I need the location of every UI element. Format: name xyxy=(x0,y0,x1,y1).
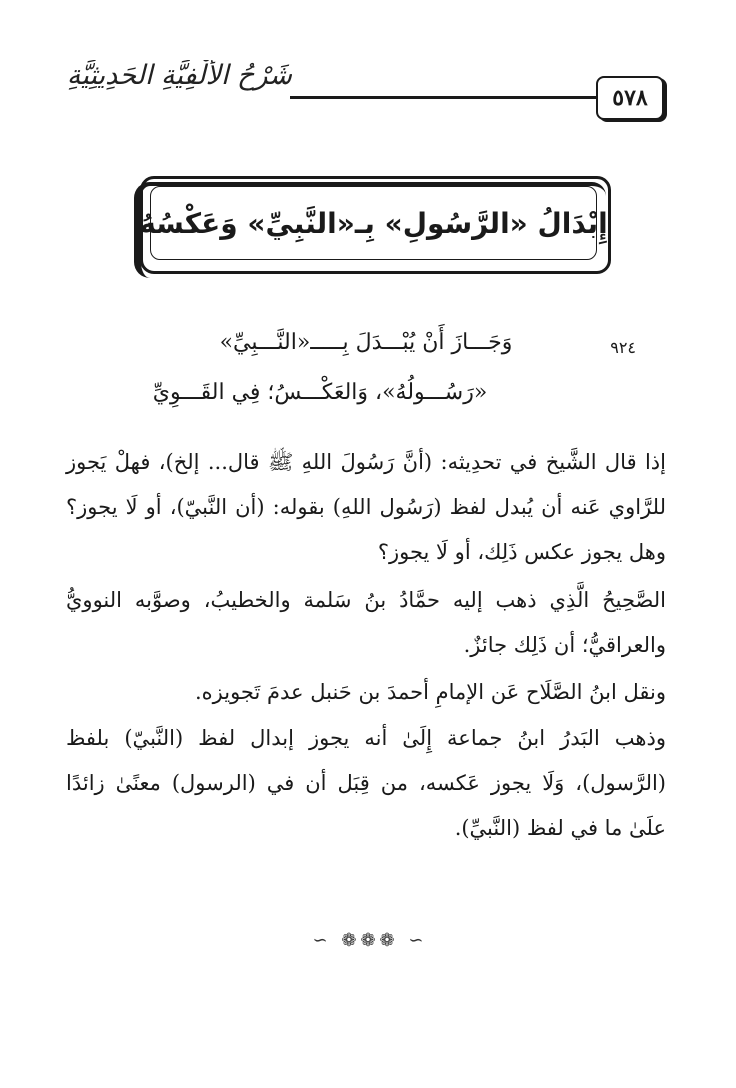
ornament-right-swash: ∽ xyxy=(408,930,428,951)
paragraph-2: الصَّحِيحُ الَّذِي ذهب إليه حمَّادُ بنُ سَلمة والخطيبُ، وصوَّبه النوويُّ والعراقيُّ؛ أن ذَلِك جائزٌ. xyxy=(66,588,666,657)
paragraph-3: ونقل ابنُ الصَّلَاح عَن الإمامِ أحمدَ بن حَنبل عدمَ تَجويزه. xyxy=(194,680,666,704)
page-number: ٥٧٨ xyxy=(596,76,664,120)
chapter-title: إِبْدَالُ «الرَّسُولِ» بِـ«النَّبِيِّ» وَعَكْسُهُ xyxy=(139,206,608,240)
ornament-left-swash: ∽ xyxy=(312,930,332,951)
paragraph-4: وذهب البَدرُ ابنُ جماعة إِلَىٰ أنه يجوز إبدال لفظ (النَّبيّ) بلفظ (الرَّسول)، وَلَا يجوز عَكسه، من قِبَل أن في (الرسول) معنًىٰ زائدًا علَىٰ ما في لفظ (النَّبيِّ). xyxy=(66,726,666,840)
ornament-flowers: ❁❁❁ xyxy=(341,930,399,951)
header-rule xyxy=(290,96,596,99)
book-title: شَرْحُ الأَلْفِيَّةِ الحَدِيثِيَّةِ xyxy=(66,60,292,91)
end-ornament xyxy=(300,930,440,954)
paragraph-1: إذا قال الشَّيخ في تحدِيثه: (أنَّ رَسُولَ اللهِ ﷺ قال... إلخ)، فهلْ يَجوز للرَّاوي عَنه أن يُبدل لفظ (رَسُول اللهِ) بقوله: (أن النَّبيّ)، أو لَا يجوز؟ وهل يجوز عكس ذَلِك، أو لَا يجوز؟ xyxy=(66,450,666,564)
verse-number: ٩٢٤ xyxy=(610,338,636,357)
verse-line-2: «رَسُـــولُهُ»، وَالعَكْـــسُ؛ فِي القَـــوِيِّ xyxy=(152,380,488,405)
title-frame-inner xyxy=(139,186,608,260)
verse-line-1: وَجَـــازَ أَنْ يُبْـــدَلَ بِـــــ«النَّـــبِيِّ» xyxy=(219,330,513,355)
